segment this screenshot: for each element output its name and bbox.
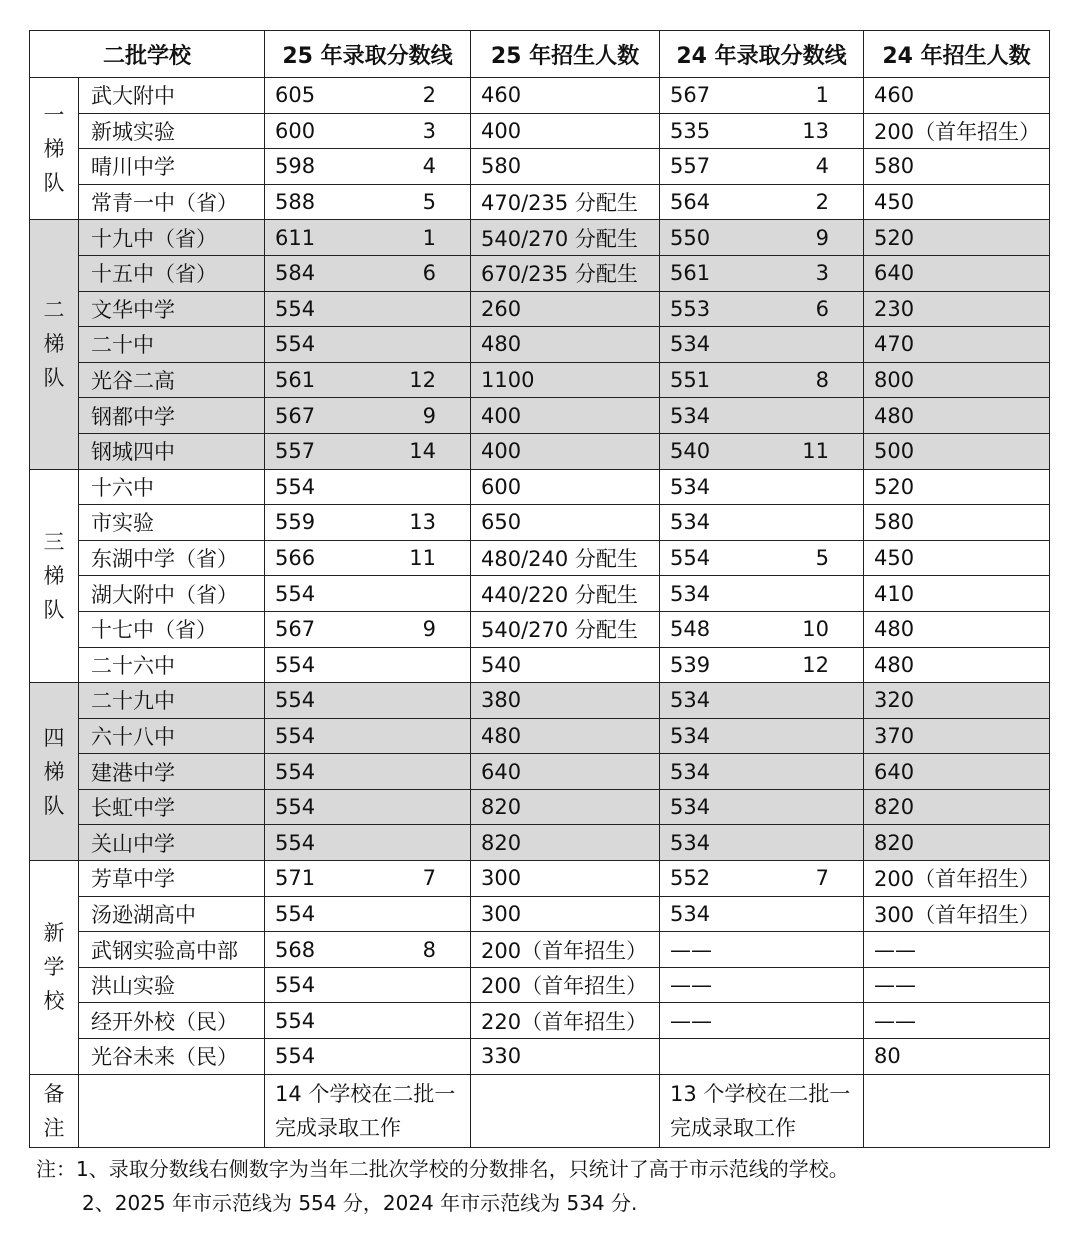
table-row xyxy=(30,967,1050,1003)
quota-2024: 200（首年招生） xyxy=(864,113,1050,149)
score-2025-value: 554 xyxy=(275,723,316,748)
score-2025-value: 554 xyxy=(275,474,316,499)
table-row xyxy=(30,184,1050,220)
quota-2024: 450 xyxy=(864,184,1050,220)
score-2025 xyxy=(265,825,471,861)
rank-2024: 7 xyxy=(815,866,830,891)
rank-2025: 7 xyxy=(422,866,437,891)
quota-2024: 820 xyxy=(864,825,1050,861)
score-2024 xyxy=(660,576,864,612)
score-2024-value: 552 xyxy=(670,866,711,891)
school-name: 晴川中学 xyxy=(79,149,265,185)
score-2024 xyxy=(660,861,864,897)
table-row xyxy=(30,1039,1050,1075)
score-2024-value: 534 xyxy=(670,332,711,357)
table-row xyxy=(30,683,1050,719)
score-2024 xyxy=(660,825,864,861)
score-2024 xyxy=(660,718,864,754)
score-2024-value: 551 xyxy=(670,368,711,393)
quota-2025: 380 xyxy=(471,683,660,719)
header-quota-25: 25 年招生人数 xyxy=(471,31,660,78)
score-2024 xyxy=(660,327,864,363)
score-2024 xyxy=(660,433,864,469)
rank-2024: 12 xyxy=(802,652,830,677)
score-2024 xyxy=(660,789,864,825)
score-2025 xyxy=(265,540,471,576)
rank-2024: 13 xyxy=(802,118,830,143)
table-row xyxy=(30,647,1050,683)
score-2024 xyxy=(660,683,864,719)
quota-2025: 580 xyxy=(471,149,660,185)
score-2025-value: 561 xyxy=(275,368,316,393)
quota-2024: 460 xyxy=(864,78,1050,114)
tier-label: 新学校 xyxy=(30,861,79,1075)
table-row xyxy=(30,861,1050,897)
school-name: 二十中 xyxy=(79,327,265,363)
tier-label: 二梯队 xyxy=(30,220,79,469)
rank-2025: 5 xyxy=(422,190,437,215)
school-name: 市实验 xyxy=(79,505,265,541)
school-name: 武大附中 xyxy=(79,78,265,114)
header-quota-24: 24 年招生人数 xyxy=(864,31,1050,78)
school-name: 长虹中学 xyxy=(79,789,265,825)
quota-2025: 480/240 分配生 xyxy=(471,540,660,576)
table-header-row xyxy=(30,31,1050,78)
score-2024-value: 535 xyxy=(670,118,711,143)
quota-2025: 470/235 分配生 xyxy=(471,184,660,220)
quota-2024: 640 xyxy=(864,754,1050,790)
tier-label: 三梯队 xyxy=(30,469,79,683)
school-name: 二十六中 xyxy=(79,647,265,683)
rank-2024: 8 xyxy=(815,368,830,393)
table-row xyxy=(30,1003,1050,1039)
header-school: 二批学校 xyxy=(30,31,265,78)
school-name: 建港中学 xyxy=(79,754,265,790)
score-2025 xyxy=(265,647,471,683)
score-2024 xyxy=(660,896,864,932)
quota-2025: 670/235 分配生 xyxy=(471,255,660,291)
score-2025 xyxy=(265,327,471,363)
score-2025 xyxy=(265,220,471,256)
table-row xyxy=(30,540,1050,576)
rank-2024: 5 xyxy=(815,546,830,571)
quota-2024: —— xyxy=(864,967,1050,1003)
school-name: 光谷未来（民） xyxy=(79,1039,265,1075)
school-name: 关山中学 xyxy=(79,825,265,861)
school-name: 文华中学 xyxy=(79,291,265,327)
rank-2024: 6 xyxy=(815,296,830,321)
table-row xyxy=(30,433,1050,469)
quota-2024: —— xyxy=(864,932,1050,968)
score-2024 xyxy=(660,184,864,220)
score-2025 xyxy=(265,291,471,327)
quota-2024: 470 xyxy=(864,327,1050,363)
score-2025 xyxy=(265,861,471,897)
score-2024-value: 534 xyxy=(670,723,711,748)
school-name: 东湖中学（省） xyxy=(79,540,265,576)
score-2024 xyxy=(660,78,864,114)
rank-2024: 11 xyxy=(802,439,830,464)
score-2025 xyxy=(265,149,471,185)
score-2025-value: 567 xyxy=(275,617,316,642)
score-2024 xyxy=(660,291,864,327)
quota-2024: 230 xyxy=(864,291,1050,327)
score-2025-value: 554 xyxy=(275,901,316,926)
quota-2024: 80 xyxy=(864,1039,1050,1075)
score-2025-value: 554 xyxy=(275,652,316,677)
score-2024 xyxy=(660,932,864,968)
score-2025-value: 554 xyxy=(275,581,316,606)
remarks-label: 备注 xyxy=(30,1074,79,1147)
school-name: 钢城四中 xyxy=(79,433,265,469)
score-2025 xyxy=(265,576,471,612)
remarks-note-24: 13 个学校在二批一完成录取工作 xyxy=(660,1074,864,1147)
score-2025 xyxy=(265,505,471,541)
remarks-empty-quota25 xyxy=(471,1074,660,1147)
score-2024-value: 534 xyxy=(670,581,711,606)
rank-2025: 13 xyxy=(409,510,437,535)
score-2024-value: 534 xyxy=(670,759,711,784)
rank-2024: 1 xyxy=(815,83,830,108)
score-2025-value: 567 xyxy=(275,403,316,428)
score-2025 xyxy=(265,718,471,754)
score-2024-value: 554 xyxy=(670,546,711,571)
quota-2025: 480 xyxy=(471,718,660,754)
school-name: 经开外校（民） xyxy=(79,1003,265,1039)
score-2024 xyxy=(660,255,864,291)
score-2025-value: 554 xyxy=(275,296,316,321)
score-2024-value: 550 xyxy=(670,225,711,250)
table-row xyxy=(30,255,1050,291)
score-2025 xyxy=(265,469,471,505)
rank-2024: 10 xyxy=(802,617,830,642)
table-row xyxy=(30,78,1050,114)
quota-2024: 480 xyxy=(864,647,1050,683)
quota-2024: 480 xyxy=(864,611,1050,647)
school-name: 光谷二高 xyxy=(79,362,265,398)
score-2025 xyxy=(265,932,471,968)
score-2025-value: 554 xyxy=(275,332,316,357)
school-name: 十七中（省） xyxy=(79,611,265,647)
score-2024-value: 564 xyxy=(670,190,711,215)
score-2024 xyxy=(660,647,864,683)
rank-2025: 11 xyxy=(409,546,437,571)
score-2025 xyxy=(265,896,471,932)
score-2024 xyxy=(660,505,864,541)
quota-2025: 600 xyxy=(471,469,660,505)
quota-2024: 640 xyxy=(864,255,1050,291)
quota-2024: 410 xyxy=(864,576,1050,612)
table-row xyxy=(30,469,1050,505)
score-2025 xyxy=(265,1003,471,1039)
score-2025-value: 554 xyxy=(275,1044,316,1069)
quota-2024: 370 xyxy=(864,718,1050,754)
score-2024-value: 534 xyxy=(670,403,711,428)
table-row xyxy=(30,825,1050,861)
score-2025 xyxy=(265,789,471,825)
quota-2025: 460 xyxy=(471,78,660,114)
score-2025 xyxy=(265,433,471,469)
score-2024-value: 567 xyxy=(670,83,711,108)
score-2025 xyxy=(265,967,471,1003)
rank-2025: 4 xyxy=(422,154,437,179)
quota-2025: 400 xyxy=(471,398,660,434)
table-body xyxy=(30,78,1050,1075)
quota-2025: 220（首年招生） xyxy=(471,1003,660,1039)
table-row xyxy=(30,398,1050,434)
quota-2024: 200（首年招生） xyxy=(864,861,1050,897)
school-name: 十五中（省） xyxy=(79,255,265,291)
quota-2025: 200（首年招生） xyxy=(471,967,660,1003)
school-name: 芳草中学 xyxy=(79,861,265,897)
score-2024-value: —— xyxy=(670,937,713,962)
score-2024 xyxy=(660,967,864,1003)
school-name: 常青一中（省） xyxy=(79,184,265,220)
score-2024 xyxy=(660,362,864,398)
quota-2024: 320 xyxy=(864,683,1050,719)
quota-2024: 450 xyxy=(864,540,1050,576)
quota-2025: 400 xyxy=(471,433,660,469)
score-2025-value: 611 xyxy=(275,225,316,250)
quota-2025: 260 xyxy=(471,291,660,327)
score-2025-value: 554 xyxy=(275,1008,316,1033)
quota-2024: 820 xyxy=(864,789,1050,825)
school-name: 钢都中学 xyxy=(79,398,265,434)
school-name: 汤逊湖高中 xyxy=(79,896,265,932)
score-2024-value: 539 xyxy=(670,652,711,677)
score-2025 xyxy=(265,78,471,114)
header-score-25: 25 年录取分数线 xyxy=(265,31,471,78)
score-2024-value: —— xyxy=(670,973,713,998)
score-2025-value: 605 xyxy=(275,83,316,108)
score-2024-value: 534 xyxy=(670,830,711,855)
score-2025-value: 554 xyxy=(275,759,316,784)
score-2024-value: 534 xyxy=(670,474,711,499)
score-2025-value: 554 xyxy=(275,973,316,998)
school-name: 六十八中 xyxy=(79,718,265,754)
score-2025-value: 554 xyxy=(275,795,316,820)
rank-2025: 9 xyxy=(422,403,437,428)
score-2025 xyxy=(265,184,471,220)
rank-2024: 9 xyxy=(815,225,830,250)
rank-2025: 14 xyxy=(409,439,437,464)
quota-2024: 500 xyxy=(864,433,1050,469)
footnotes xyxy=(36,1152,849,1220)
score-2025-value: 584 xyxy=(275,261,316,286)
score-2025 xyxy=(265,683,471,719)
quota-2025: 540 xyxy=(471,647,660,683)
score-2025-value: 600 xyxy=(275,118,316,143)
rank-2025: 6 xyxy=(422,261,437,286)
remarks-empty-school xyxy=(79,1074,265,1147)
remarks-row xyxy=(30,1074,1050,1147)
score-2024-value: 561 xyxy=(670,261,711,286)
score-2024-value: —— xyxy=(670,1008,713,1033)
quota-2025: 200（首年招生） xyxy=(471,932,660,968)
tier-label: 一梯队 xyxy=(30,78,79,220)
quota-2025: 820 xyxy=(471,789,660,825)
table-row xyxy=(30,327,1050,363)
table-row xyxy=(30,505,1050,541)
table-row xyxy=(30,718,1050,754)
quota-2025: 300 xyxy=(471,896,660,932)
table-row xyxy=(30,611,1050,647)
quota-2024: 300（首年招生） xyxy=(864,896,1050,932)
score-2024 xyxy=(660,149,864,185)
rank-2025: 9 xyxy=(422,617,437,642)
score-2024 xyxy=(660,220,864,256)
score-2025 xyxy=(265,113,471,149)
quota-2025: 650 xyxy=(471,505,660,541)
rank-2024: 4 xyxy=(815,154,830,179)
school-name: 武钢实验高中部 xyxy=(79,932,265,968)
score-2025-value: 588 xyxy=(275,190,316,215)
score-2024 xyxy=(660,398,864,434)
table-row xyxy=(30,789,1050,825)
rank-2024: 3 xyxy=(815,261,830,286)
score-2025-value: 559 xyxy=(275,510,316,535)
score-2024 xyxy=(660,611,864,647)
table-row xyxy=(30,362,1050,398)
table-row xyxy=(30,113,1050,149)
quota-2025: 480 xyxy=(471,327,660,363)
school-name: 湖大附中（省） xyxy=(79,576,265,612)
quota-2025: 540/270 分配生 xyxy=(471,611,660,647)
score-2024 xyxy=(660,540,864,576)
quota-2024: 580 xyxy=(864,149,1050,185)
score-2025-value: 598 xyxy=(275,154,316,179)
score-2025-value: 557 xyxy=(275,439,316,464)
quota-2025: 540/270 分配生 xyxy=(471,220,660,256)
score-2025-value: 568 xyxy=(275,937,316,962)
score-2025 xyxy=(265,754,471,790)
quota-2024: —— xyxy=(864,1003,1050,1039)
score-2024 xyxy=(660,113,864,149)
score-2024-value: 534 xyxy=(670,510,711,535)
score-2024-value: 548 xyxy=(670,617,711,642)
score-2025 xyxy=(265,362,471,398)
score-2024-value: 534 xyxy=(670,795,711,820)
score-2025 xyxy=(265,611,471,647)
remarks-note-25: 14 个学校在二批一完成录取工作 xyxy=(265,1074,471,1147)
quota-2025: 300 xyxy=(471,861,660,897)
score-2024 xyxy=(660,754,864,790)
score-2024-value: 534 xyxy=(670,901,711,926)
quota-2025: 1100 xyxy=(471,362,660,398)
rank-2025: 3 xyxy=(422,118,437,143)
table-row xyxy=(30,896,1050,932)
score-2025-value: 554 xyxy=(275,688,316,713)
table-row xyxy=(30,576,1050,612)
score-2025 xyxy=(265,398,471,434)
rank-2025: 2 xyxy=(422,83,437,108)
quota-2025: 400 xyxy=(471,113,660,149)
footnote-1: 注：1、录取分数线右侧数字为当年二批次学校的分数排名，只统计了高于市示范线的学校。 xyxy=(36,1157,849,1181)
score-2024 xyxy=(660,1003,864,1039)
quota-2025: 640 xyxy=(471,754,660,790)
footnote-2: 2、2025 年市示范线为 554 分，2024 年市示范线为 534 分. xyxy=(82,1191,638,1215)
rank-2025: 8 xyxy=(422,937,437,962)
score-2024-value: 540 xyxy=(670,439,711,464)
admission-table xyxy=(29,30,1050,1148)
quota-2024: 580 xyxy=(864,505,1050,541)
table-row xyxy=(30,149,1050,185)
school-name: 二十九中 xyxy=(79,683,265,719)
score-2025-value: 571 xyxy=(275,866,316,891)
score-2024-value: 553 xyxy=(670,296,711,321)
school-name: 新城实验 xyxy=(79,113,265,149)
score-2024-value: 557 xyxy=(670,154,711,179)
quota-2024: 520 xyxy=(864,220,1050,256)
rank-2025: 12 xyxy=(409,368,437,393)
score-2025-value: 554 xyxy=(275,830,316,855)
remarks-empty-quota24 xyxy=(864,1074,1050,1147)
quota-2025: 330 xyxy=(471,1039,660,1075)
school-name: 十六中 xyxy=(79,469,265,505)
score-2025 xyxy=(265,255,471,291)
quota-2024: 520 xyxy=(864,469,1050,505)
quota-2025: 440/220 分配生 xyxy=(471,576,660,612)
quota-2025: 820 xyxy=(471,825,660,861)
score-2024 xyxy=(660,469,864,505)
school-name: 洪山实验 xyxy=(79,967,265,1003)
quota-2024: 800 xyxy=(864,362,1050,398)
score-2025-value: 566 xyxy=(275,546,316,571)
table-row xyxy=(30,754,1050,790)
score-2025 xyxy=(265,1039,471,1075)
table-row xyxy=(30,291,1050,327)
score-2024-value: 534 xyxy=(670,688,711,713)
rank-2025: 1 xyxy=(422,225,437,250)
header-score-24: 24 年录取分数线 xyxy=(660,31,864,78)
score-2024 xyxy=(660,1039,864,1075)
quota-2024: 480 xyxy=(864,398,1050,434)
school-name: 十九中（省） xyxy=(79,220,265,256)
table-row xyxy=(30,220,1050,256)
tier-label: 四梯队 xyxy=(30,683,79,861)
table-row xyxy=(30,932,1050,968)
rank-2024: 2 xyxy=(815,190,830,215)
